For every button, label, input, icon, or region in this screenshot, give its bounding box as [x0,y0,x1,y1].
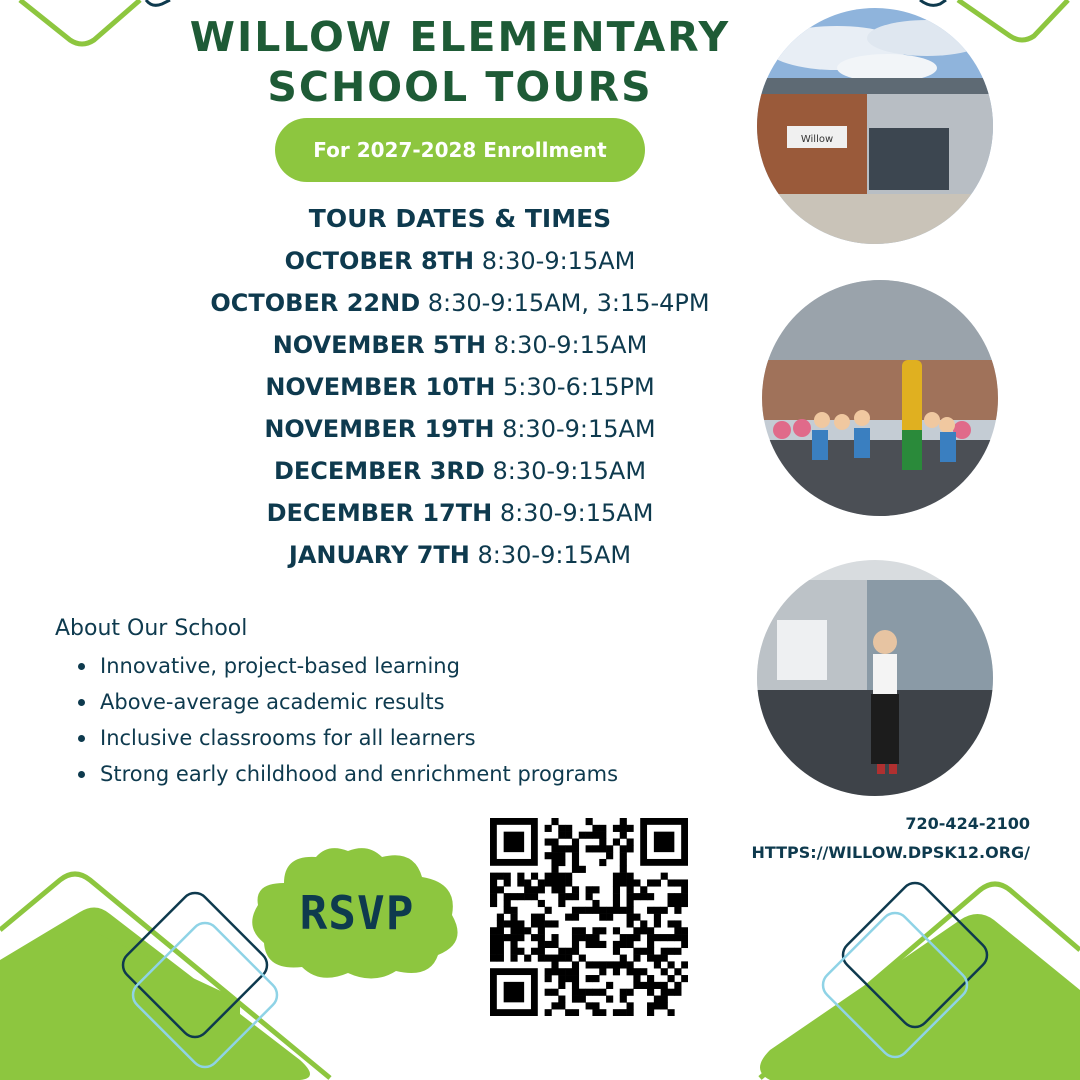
tour-time: 8:30-9:15AM [502,415,656,443]
tour-date-item [160,492,760,534]
top-left-diamond-decor [20,0,170,44]
tour-time: 8:30-9:15AM [499,499,654,527]
about-list [100,648,618,792]
tour-time: 8:30-9:15AM, 3:15-4PM [427,289,710,317]
about-list-item: Inclusive classrooms for all learners [100,720,618,756]
tour-dates-list [160,240,760,576]
tour-date-item [160,450,760,492]
about-list-item: Above-average academic results [100,684,618,720]
tour-date: NOVEMBER 5TH [272,331,487,359]
tour-date: OCTOBER 22ND [210,289,421,317]
rsvp-cloud-icon[interactable] [244,843,470,983]
students-crowd-photo [762,280,998,516]
rsvp-label: RSVP [299,886,415,940]
tour-date: DECEMBER 3RD [273,457,485,485]
school-building-photo [757,8,993,244]
tour-date-item [160,408,760,450]
tour-time: 8:30-9:15AM [493,331,648,359]
website-link[interactable]: HTTPS://WILLOW.DPSK12.ORG/ [751,843,1030,862]
about-heading: About Our School [55,616,248,641]
title-line-1: WILLOW ELEMENTARY [189,13,731,61]
tour-dates-heading: TOUR DATES & TIMES [308,204,612,233]
tour-date-item [160,534,760,576]
phone-number: 720-424-2100 [905,814,1030,833]
qr-code-icon[interactable] [490,818,688,1016]
about-list-item: Innovative, project-based learning [100,648,618,684]
about-list-item: Strong early childhood and enrichment programs [100,756,618,792]
tour-date: JANUARY 7TH [288,541,470,569]
tour-time: 8:30-9:15AM [492,457,647,485]
tour-date-item [160,324,760,366]
page-title [180,12,740,112]
teacher-speaking-photo [757,560,993,796]
tour-date: NOVEMBER 10TH [265,373,496,401]
tour-time: 5:30-6:15PM [503,373,655,401]
bottom-right-mountains [760,877,1080,1080]
tour-date-item [160,366,760,408]
tour-date-item [160,282,760,324]
title-line-2: SCHOOL TOURS [267,63,653,111]
tour-date-item [160,240,760,282]
tour-date: OCTOBER 8TH [284,247,475,275]
tour-date: NOVEMBER 19TH [264,415,495,443]
tour-date: DECEMBER 17TH [266,499,493,527]
enrollment-badge: For 2027-2028 Enrollment [275,118,645,182]
tour-time: 8:30-9:15AM [481,247,636,275]
building-sign: Willow [800,134,834,145]
tour-time: 8:30-9:15AM [477,541,632,569]
